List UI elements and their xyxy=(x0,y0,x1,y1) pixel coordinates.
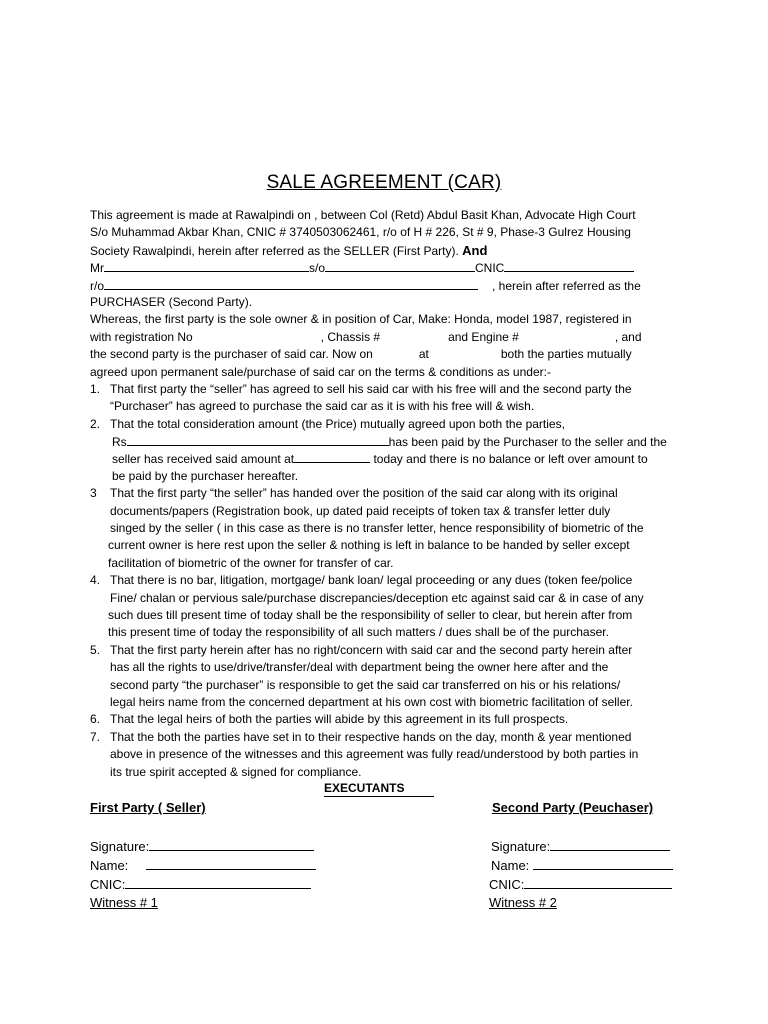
clause-4-text-1: That there is no bar, litigation, mortgage/ bank loan/ legal proceeding or any dues (token fee/police xyxy=(110,573,633,588)
clause-2-line-4: be paid by the purchaser hereafter. xyxy=(112,468,299,483)
first-party-name-label: Name: xyxy=(90,858,129,873)
clause-2-text-4: today and there is no balance or left over amount to xyxy=(373,452,648,467)
first-party-heading: First Party ( Seller) xyxy=(90,800,206,815)
purchaser-cnic-blank xyxy=(504,259,634,272)
first-party-name-line xyxy=(90,857,316,873)
at-text: at xyxy=(418,347,429,362)
engine-label: and Engine # xyxy=(448,329,519,344)
clause-2-number: 2. xyxy=(90,416,101,431)
first-party-cnic-blank xyxy=(125,876,311,889)
clause-1-line-2: “Purchaser” has agreed to purchase the said car as it is with his free will & wish. xyxy=(110,399,535,414)
clause-3-line-4: current owner is here rest upon the seller & nothing is left in balance to be handed by seller except xyxy=(108,538,630,553)
first-party-cnic-line xyxy=(90,876,311,892)
executants-heading: EXECUTANTS xyxy=(324,781,434,797)
clause-5-line-3: second party “the purchaser” is responsible to get the said car transferred on his or his relations/ xyxy=(110,677,621,692)
now-on-text: the second party is the purchaser of said car. Now on xyxy=(90,347,373,362)
second-party-signature-blank xyxy=(550,838,670,851)
clause-5-line-4: legal heirs name from the concerned department at his own cost with biometric facilitation of seller. xyxy=(110,694,633,709)
registration-line xyxy=(90,329,678,346)
so-label: s/o xyxy=(309,261,326,276)
clause-7-line-2: above in presence of the witnesses and this agreement was fully read/understood by both parties in xyxy=(110,747,639,762)
clause-5-line-1 xyxy=(90,642,678,659)
referred-as-text: , herein after referred as the xyxy=(492,278,641,293)
second-party-heading: Second Party (Peuchaser) xyxy=(492,800,654,815)
document-title: SALE AGREEMENT (CAR) xyxy=(266,172,502,193)
terms-line: agreed upon permanent sale/purchase of said car on the terms & conditions as under:- xyxy=(90,364,551,379)
intro-line-3 xyxy=(90,242,678,259)
clause-1-line-1 xyxy=(90,381,678,398)
clause-4-line-4: this present time of today the responsibility of all such matters / dues shall be of the purchaser. xyxy=(108,625,609,640)
father-name-blank xyxy=(325,259,475,272)
purchaser-line: PURCHASER (Second Party). xyxy=(90,294,253,309)
second-party-signature-line xyxy=(491,838,670,854)
witness-2-label: Witness # 2 xyxy=(489,895,557,910)
clause-3-line-1 xyxy=(90,485,678,502)
clause-2-line-2 xyxy=(90,433,678,450)
clause-2-line-3 xyxy=(90,450,678,467)
agreement-body xyxy=(90,207,678,781)
second-party-cnic-line xyxy=(489,876,672,892)
and-label: , and xyxy=(614,329,642,344)
clause-1-number: 1. xyxy=(90,381,101,396)
registration-label: with registration No xyxy=(90,329,193,344)
second-party-cnic-blank xyxy=(524,876,672,889)
clause-3-line-2: documents/papers (Registration book, up dated paid receipts of token tax & transfer letter duly xyxy=(110,503,611,518)
purchaser-address-blank xyxy=(104,277,478,290)
clause-7-line-1 xyxy=(90,729,678,746)
clause-5-line-2: has all the rights to use/drive/transfer/deal with department being the owner here after and the xyxy=(110,660,609,675)
clause-7-number: 7. xyxy=(90,729,101,744)
first-party-signature-label: Signature: xyxy=(90,839,150,854)
cnic-label: CNIC xyxy=(475,261,505,276)
clause-3-text-1: That the first party “the seller” has handed over the position of the said car along with its original xyxy=(110,486,618,501)
clause-6-line-1 xyxy=(90,711,678,728)
second-party-name-label: Name: xyxy=(491,858,530,873)
amount-date-blank xyxy=(294,450,370,463)
second-party-cnic-label: CNIC: xyxy=(489,877,525,892)
mr-label: Mr xyxy=(90,261,104,276)
clause-5-number: 5. xyxy=(90,642,101,657)
ro-label: r/o xyxy=(90,278,105,293)
clause-3-number: 3 xyxy=(90,486,97,501)
second-party-name-line xyxy=(491,857,673,873)
second-party-name-blank xyxy=(533,857,673,870)
parties-mutually-text: both the parties mutually xyxy=(500,347,632,362)
rs-label: Rs xyxy=(112,435,127,450)
first-party-signature-blank xyxy=(149,838,314,851)
clause-6-number: 6. xyxy=(90,712,101,727)
witness-1-label: Witness # 1 xyxy=(90,895,158,910)
purchaser-address-line xyxy=(90,277,678,294)
clause-4-line-1 xyxy=(90,572,678,589)
intro-line-2: S/o Muhammad Akbar Khan, CNIC # 3740503062461, r/o of H # 226, St # 9, Phase-3 Gulrez Housing xyxy=(90,225,631,240)
purchaser-name-blank xyxy=(104,259,309,272)
second-party-signature-label: Signature: xyxy=(491,839,551,854)
clause-3-line-5: facilitation of biometric of the owner for transfer of car. xyxy=(108,555,394,570)
and-word: And xyxy=(462,242,488,258)
clause-4-line-3: such dues till present time of today shall be the responsibility of seller to clear, but herein after from xyxy=(108,607,633,622)
whereas-line: Whereas, the first party is the sole owner & in position of Car, Make: Honda, model 1987, registered in xyxy=(90,312,632,327)
clause-3-line-3: singed by the seller ( in this case as there is no transfer letter, hence responsibility of biometric of the xyxy=(110,521,644,536)
clause-2-text-3: seller has received said amount at xyxy=(112,452,295,467)
price-blank xyxy=(127,433,389,446)
first-party-signature-line xyxy=(90,838,314,854)
clause-7-text-1: That the both the parties have set in to their respective hands on the day, month & year mentioned xyxy=(110,729,632,744)
purchaser-name-line xyxy=(90,259,678,276)
clause-1-text-1: That first party the “seller” has agreed to sell his said car with his free will and the second party the xyxy=(110,381,632,396)
clause-4-number: 4. xyxy=(90,573,101,588)
clause-2-text-1: That the total consideration amount (the Price) mutually agreed upon both the parties, xyxy=(110,416,565,431)
chassis-label: , Chassis # xyxy=(320,329,381,344)
clause-2-line-1 xyxy=(90,416,678,433)
clause-7-line-3: its true spirit accepted & signed for compliance. xyxy=(110,764,362,779)
second-party-line xyxy=(90,346,678,363)
clause-6-text-1: That the legal heirs of both the parties will abide by this agreement in its full prospects. xyxy=(110,712,569,727)
clause-5-text-1: That the first party herein after has no right/concern with said car and the second party herein after xyxy=(110,642,633,657)
first-party-cnic-label: CNIC: xyxy=(90,877,126,892)
first-party-name-blank xyxy=(146,857,316,870)
clause-2-text-2: has been paid by the Purchaser to the seller and the xyxy=(388,435,667,450)
intro-line-3-text: Society Rawalpindi, herein after referred as the SELLER (First Party). xyxy=(90,243,459,258)
clause-4-line-2: Fine/ chalan or pervious sale/purchase discrepancies/deception etc against said car & in case of any xyxy=(110,590,644,605)
intro-line-1: This agreement is made at Rawalpindi on , between Col (Retd) Abdul Basit Khan, Advocate High Court xyxy=(90,208,636,222)
